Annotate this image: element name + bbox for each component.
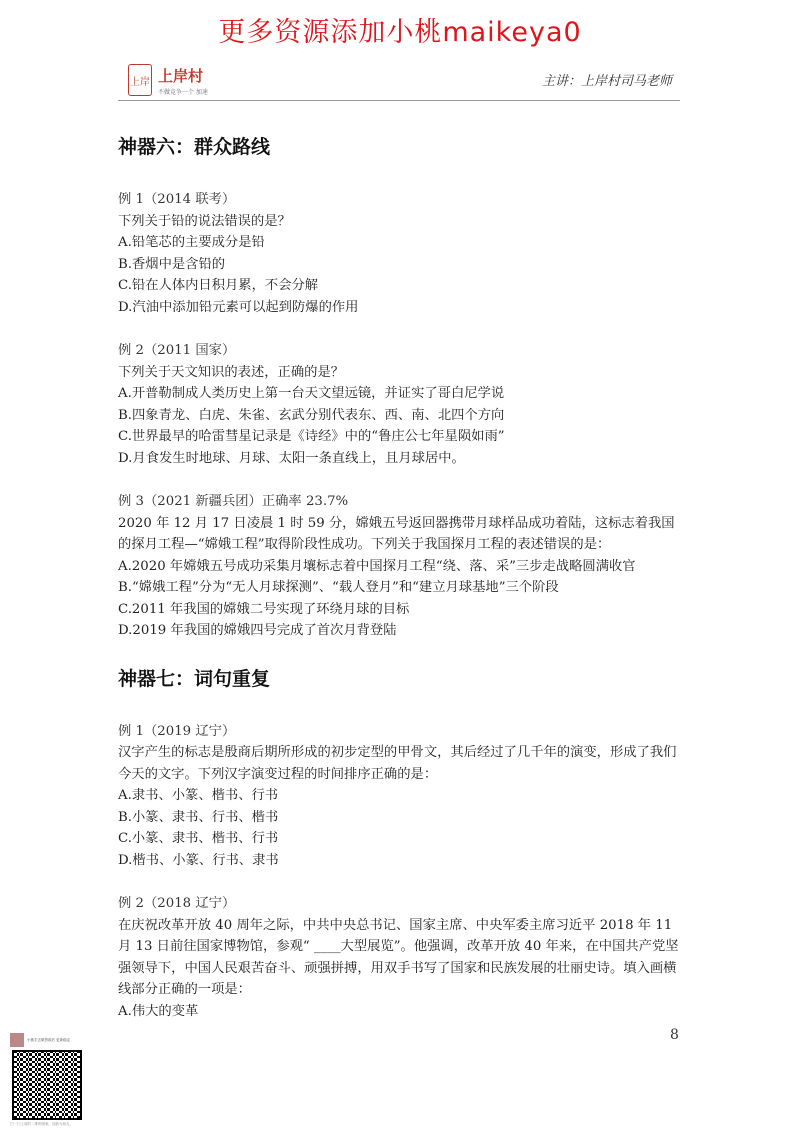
question-stem: 下列关于铅的说法错误的是？ <box>118 213 291 229</box>
section-title: 神器六：群众路线 <box>118 136 271 158</box>
option: A.铅笔芯的主要成分是铅 <box>118 235 265 250</box>
question-label: 例 2（2018 辽宁） <box>118 896 236 911</box>
question <box>118 893 684 1022</box>
qr-caption: 小桃手去做资源后 更新稳定 <box>27 1037 71 1042</box>
question <box>118 721 684 872</box>
option: B.四象青龙、白虎、朱雀、玄武分别代表东、西、南、北四个方向 <box>118 407 505 423</box>
brand-logo <box>128 64 208 96</box>
page-number: 8 <box>670 1027 679 1043</box>
question-label: 例 2（2011 国家） <box>118 343 236 358</box>
question-label: 例 1（2014 联考） <box>118 192 236 207</box>
lecturer-label: 主讲：上岸村司马老师 <box>541 74 672 89</box>
option: A.2020 年嫦娥五号成功采集月壤标志着中国探月工程“绕、落、采”三步走战略圆满收官 <box>118 558 636 574</box>
header-divider <box>118 100 680 101</box>
page-content <box>118 128 684 1044</box>
avatar <box>10 1033 24 1047</box>
option: D.2019 年我国的嫦娥四号完成了首次月背登陆 <box>118 623 397 638</box>
option: D.汽油中添加铅元素可以起到防爆的作用 <box>118 299 359 315</box>
option: C.2011 年我国的嫦娥二号实现了环绕月球的目标 <box>118 601 410 617</box>
question-stem: 下列关于天文知识的表述，正确的是？ <box>118 364 345 380</box>
option: B.香烟中是含铅的 <box>118 256 226 272</box>
question <box>118 491 684 642</box>
option: B.小篆、隶书、行书、楷书 <box>118 809 279 825</box>
section-title: 神器七：词句重复 <box>118 667 271 690</box>
qr-footnote: 扫一扫上面的二维码图案，加我为朋友。 <box>10 1122 73 1126</box>
question-stem: 在庆祝改革开放 40 周年之际，中共中央总书记、国家主席、中央军委主席习近平 2018 年 11 月 13 日前往国家博物馆，参观“ ____大型展览”。他强调，改革开放 40 年来，在中国共产党坚强领导下，中国人民艰苦奋斗、顽强拼搏，用双手书写了国家和民族发展的壮丽史诗。填入画横线部分正确的一项是： <box>118 917 679 997</box>
logo-slogan: 不做竞争一个 加速 <box>158 88 208 96</box>
option: B.“嫦娥工程”分为“无人月球探测”、“载人登月”和“建立月球基地”三个阶段 <box>118 580 559 595</box>
option: A.伟大的变革 <box>118 1003 199 1019</box>
watermark-text: 更多资源添加小桃maikeya0 <box>218 17 582 48</box>
option: A.开普勒制成人类历史上第一台天文望远镜，并证实了哥白尼学说 <box>118 386 505 401</box>
qr-code-icon <box>12 1050 82 1120</box>
question-stem: 汉字产生的标志是殷商后期所形成的初步定型的甲骨文，其后经过了几千年的演变，形成了我们今天的文字。下列汉字演变过程的时间排序正确的是： <box>118 745 677 782</box>
option: C.小篆、隶书、楷书、行书 <box>118 831 279 846</box>
logo-name: 上岸村 <box>158 66 204 85</box>
question <box>118 340 684 469</box>
option: A.隶书、小篆、楷书、行书 <box>118 788 279 803</box>
question-label: 例 1（2019 辽宁） <box>118 723 236 739</box>
question-label: 例 3（2021 新疆兵团）正确率 23.7% <box>118 494 349 509</box>
qr-card <box>10 1033 130 1127</box>
option: C.世界最早的哈雷彗星记录是《诗经》中的“鲁庄公七年星陨如雨” <box>118 429 505 444</box>
option: C.铅在人体内日积月累，不会分解 <box>118 278 319 293</box>
question-stem: 2020 年 12 月 17 日凌晨 1 时 59 分，嫦娥五号返回器携带月球样品成功着陆，这标志着我国的探月工程—“嫦娥工程”取得阶段性成功。下列关于我国探月工程的表述错误的是： <box>118 515 675 552</box>
option: D.楷书、小篆、行书、隶书 <box>118 852 279 868</box>
question <box>118 189 684 318</box>
logo-mark-icon: 上岸 <box>128 64 152 96</box>
option: D.月食发生时地球、月球、太阳一条直线上，且月球居中。 <box>118 450 465 466</box>
